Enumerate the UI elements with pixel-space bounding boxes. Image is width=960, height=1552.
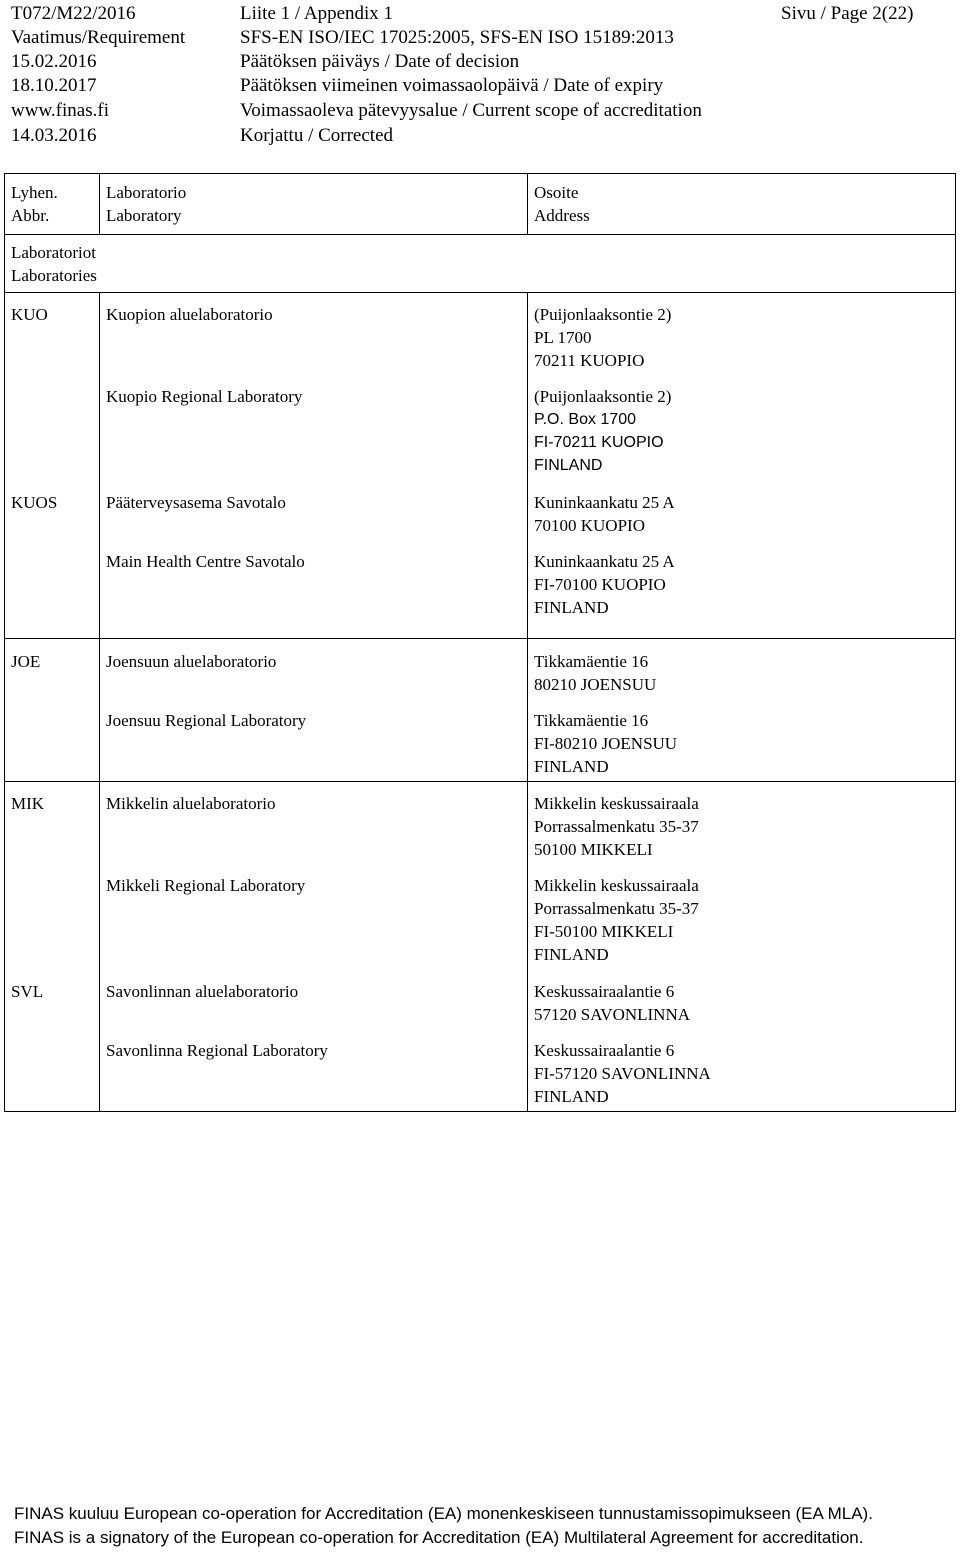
address-line: FINLAND (534, 1087, 609, 1106)
address-line: FI-50100 MIKKELI (534, 922, 674, 941)
lab-name-fi: Kuopion aluelaboratorio (106, 305, 273, 324)
certificate-code: T072/M22/2016 (11, 3, 136, 24)
row-divider (5, 638, 955, 639)
scope-label: Voimassaoleva pätevyysalue / Current scope of accreditation (240, 100, 702, 121)
address-en (534, 385, 671, 477)
address-line: 70100 KUOPIO (534, 516, 645, 535)
lab-name-en: Kuopio Regional Laboratory (106, 387, 303, 406)
laboratories-table (4, 173, 956, 1112)
address-line: Tikkamäentie 16 (534, 652, 649, 671)
address-line: Keskussairaalantie 6 (534, 1041, 675, 1060)
address-header-en: Address (534, 206, 590, 225)
lab-header-en: Laboratory (106, 206, 182, 225)
row-abbr: MIK (11, 794, 45, 813)
column-divider (527, 174, 528, 234)
address-line: Kuninkaankatu 25 A (534, 493, 675, 512)
address-line: Mikkelin keskussairaala (534, 876, 699, 895)
abbr-header (11, 181, 58, 227)
requirement-label: Vaatimus/Requirement (11, 27, 186, 48)
address-line: 70211 KUOPIO (534, 351, 645, 370)
address-line: 57120 SAVONLINNA (534, 1005, 690, 1024)
row-abbr: KUOS (11, 493, 58, 512)
laboratories-header-en: Laboratories (11, 266, 97, 285)
lab-name-en: Main Health Centre Savotalo (106, 552, 305, 571)
lab-header (106, 181, 186, 227)
address-fi (534, 980, 690, 1026)
address-line: Keskussairaalantie 6 (534, 982, 675, 1001)
lab-name-en: Joensuu Regional Laboratory (106, 711, 307, 730)
requirement-standards: SFS-EN ISO/IEC 17025:2005, SFS-EN ISO 15189:2013 (240, 27, 674, 48)
address-line: 50100 MIKKELI (534, 840, 653, 859)
row-abbr: SVL (11, 982, 44, 1001)
address-header (534, 181, 590, 227)
address-line: Porrassalmenkatu 35-37 (534, 817, 699, 836)
address-line: Porrassalmenkatu 35-37 (534, 899, 699, 918)
lab-name-en: Mikkeli Regional Laboratory (106, 876, 306, 895)
lab-name-fi: Savonlinnan aluelaboratorio (106, 982, 299, 1001)
laboratories-subheader (11, 241, 97, 287)
lab-name-fi: Joensuun aluelaboratorio (106, 652, 277, 671)
lab-header-fi: Laboratorio (106, 183, 187, 202)
address-en (534, 1039, 711, 1108)
address-line: P.O. Box 1700 (534, 411, 636, 428)
address-line: FINLAND (534, 457, 603, 474)
footer-line-en: FINAS is a signatory of the European co-operation for Accreditation (EA) Multilateral Agreement for accreditation. (14, 1528, 864, 1547)
address-line: Kuninkaankatu 25 A (534, 552, 675, 571)
lab-name-en: Savonlinna Regional Laboratory (106, 1041, 328, 1060)
address-line: PL 1700 (534, 328, 592, 347)
appendix-label: Liite 1 / Appendix 1 (240, 3, 394, 24)
address-line: FINLAND (534, 598, 609, 617)
row-divider (5, 781, 955, 782)
footer-line-fi: FINAS kuuluu European co-operation for Accreditation (EA) monenkeskiseen tunnustamissopimukseen (EA MLA). (14, 1504, 873, 1523)
lab-name-fi: Pääterveysasema Savotalo (106, 493, 286, 512)
address-line: FINLAND (534, 945, 609, 964)
address-line: Mikkelin keskussairaala (534, 794, 699, 813)
row-abbr: KUO (11, 305, 48, 324)
address-line: FI-70100 KUOPIO (534, 575, 666, 594)
column-divider (527, 292, 528, 1112)
column-divider (99, 292, 100, 1112)
address-line: FINLAND (534, 757, 609, 776)
row-abbr: JOE (11, 652, 41, 671)
row-divider (5, 234, 955, 235)
address-line: (Puijonlaaksontie 2) (534, 305, 672, 324)
address-line: FI-70211 KUOPIO (534, 434, 664, 451)
abbr-header-en: Abbr. (11, 206, 50, 225)
address-en (534, 709, 677, 778)
decision-date-label: Päätöksen päiväys / Date of decision (240, 51, 520, 72)
address-fi (534, 650, 656, 696)
row-divider (5, 292, 955, 293)
address-en (534, 874, 699, 966)
address-fi (534, 491, 675, 537)
address-line: Tikkamäentie 16 (534, 711, 649, 730)
lab-name-fi: Mikkelin aluelaboratorio (106, 794, 276, 813)
decision-date: 15.02.2016 (11, 51, 97, 72)
corrected-label: Korjattu / Corrected (240, 125, 394, 146)
address-line: FI-80210 JOENSUU (534, 734, 678, 753)
column-divider (99, 174, 100, 234)
abbr-header-fi: Lyhen. (11, 183, 58, 202)
address-line: FI-57120 SAVONLINNA (534, 1064, 711, 1083)
address-header-fi: Osoite (534, 183, 579, 202)
expiry-date: 18.10.2017 (11, 75, 97, 96)
expiry-date-label: Päätöksen viimeinen voimassaolopäivä / Date of expiry (240, 75, 664, 96)
corrected-date: 14.03.2016 (11, 125, 97, 146)
website: www.finas.fi (11, 100, 109, 121)
address-line: 80210 JOENSUU (534, 675, 657, 694)
page-number: Sivu / Page 2(22) (781, 3, 914, 24)
address-en (534, 550, 675, 619)
address-fi (534, 792, 699, 861)
address-line: (Puijonlaaksontie 2) (534, 387, 672, 406)
address-fi (534, 303, 671, 372)
laboratories-header-fi: Laboratoriot (11, 243, 96, 262)
